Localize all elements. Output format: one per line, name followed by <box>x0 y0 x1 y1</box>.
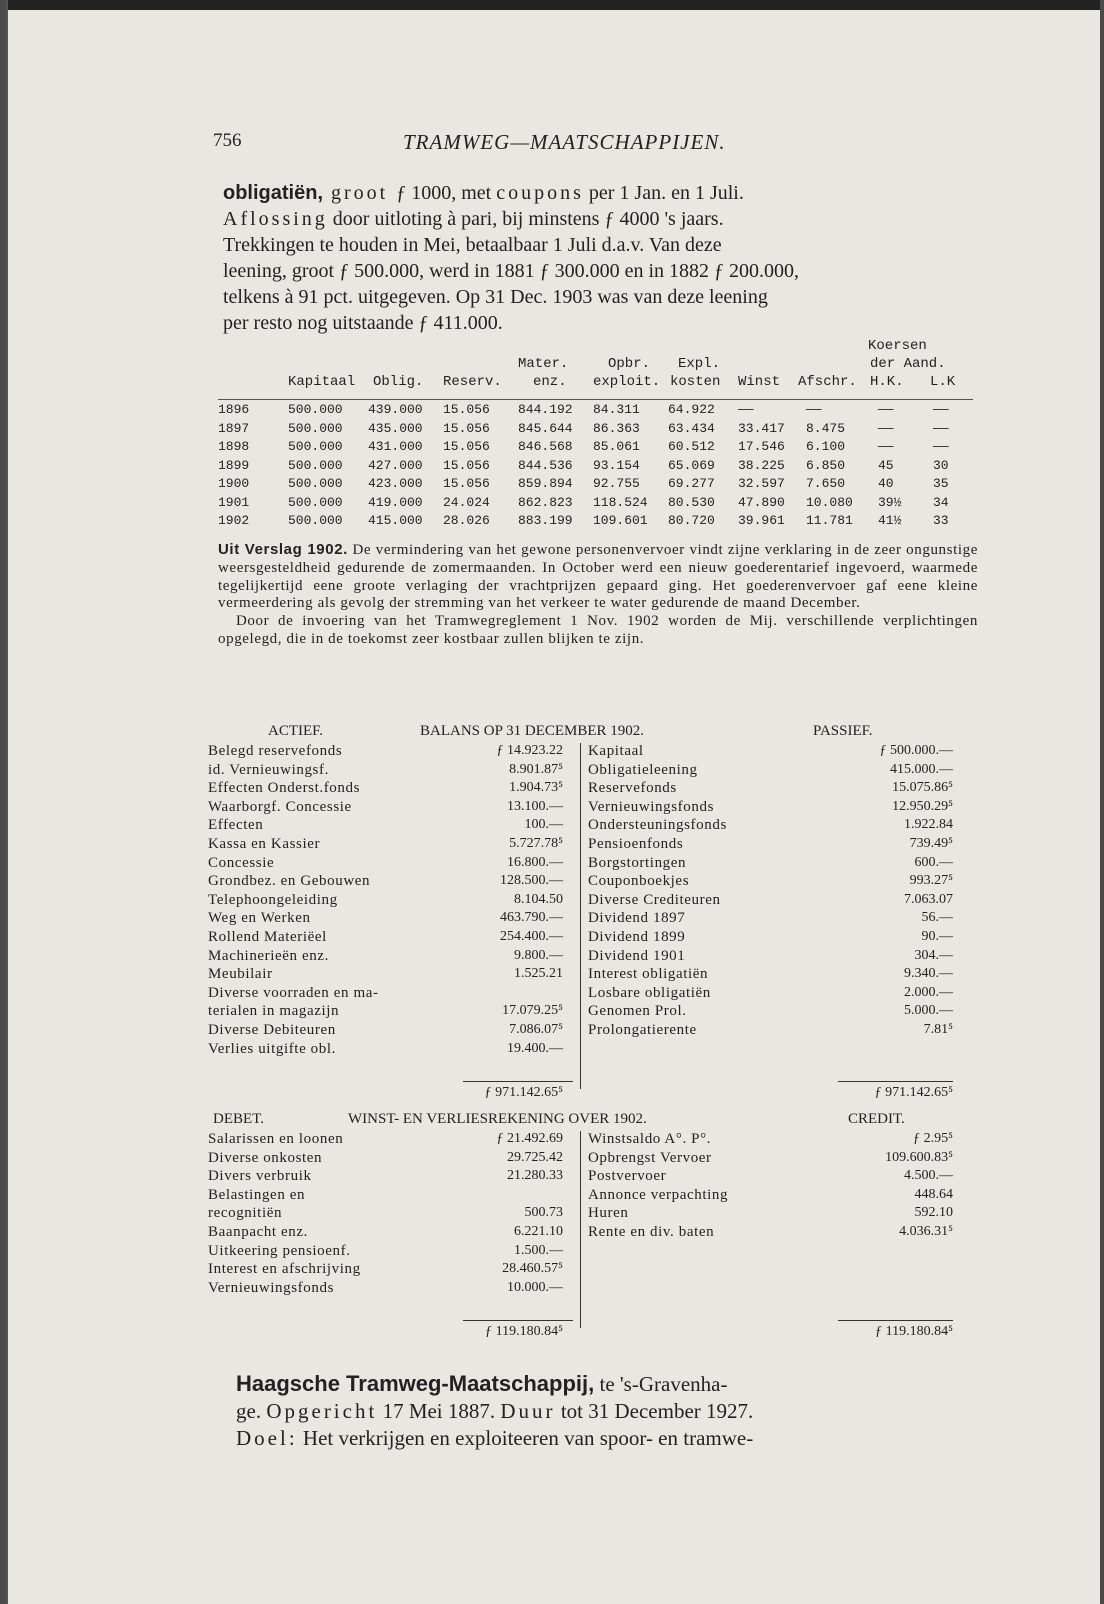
ledger-value: 13.100.— <box>507 798 563 814</box>
page-number: 756 <box>213 130 242 151</box>
ledger-value: 1.525.21 <box>514 966 563 982</box>
table-cell: 862.823 <box>518 494 573 510</box>
ledger-label: Effecten Onderst.fonds <box>208 780 361 797</box>
ledger-label: Rollend Materiëel <box>208 928 327 945</box>
ledger-value: 10.000.— <box>507 1279 563 1295</box>
ledger-label: Verlies uitgifte obl. <box>208 1040 336 1057</box>
ledger-label: Salarissen en loonen <box>208 1131 344 1147</box>
table-cell: —— <box>806 402 822 417</box>
ledger-row <box>208 1041 978 1060</box>
ledger-label: Prolongatierente <box>588 1021 697 1038</box>
ledger-value: 29.725.42 <box>507 1149 563 1165</box>
table-cell: 500.000 <box>288 494 343 510</box>
ledger-value: 739.49⁵ <box>909 835 953 851</box>
winst-rows <box>208 1131 978 1340</box>
ledger-value: ƒ 21.492.69 <box>496 1131 563 1146</box>
ledger-label: Ondersteuningsfonds <box>588 817 727 834</box>
table-cell: 118.524 <box>593 494 648 510</box>
ledger-value: 17.079.25⁵ <box>502 1003 563 1019</box>
ledger-label: Losbare obligatiën <box>588 984 711 1001</box>
table-cell: 15.056 <box>443 439 490 454</box>
ledger-value: 128.500.— <box>500 873 563 889</box>
ledger-value: 7.81⁵ <box>923 1021 953 1037</box>
ledger-label: Dividend 1901 <box>588 947 686 964</box>
column-divider <box>580 743 581 1089</box>
table-row <box>218 495 973 514</box>
ledger-row <box>208 1168 978 1187</box>
ledger-label: Interest en afschrijving <box>208 1261 361 1278</box>
table-cell: —— <box>878 439 894 454</box>
ledger-value: 28.460.57⁵ <box>502 1261 563 1277</box>
table-cell: 883.199 <box>518 513 573 528</box>
table-cell: 500.000 <box>288 402 343 417</box>
table-cell: 859.894 <box>518 476 573 491</box>
ledger-label: Waarborgf. Concessie <box>208 798 352 815</box>
ledger-value: 993.27⁵ <box>909 873 953 889</box>
ledger-value: 8.104.50 <box>514 891 563 907</box>
ledger-row <box>208 1243 978 1262</box>
table-cell: 439.000 <box>368 402 423 417</box>
haagsche-paragraph: Haagsche Tramweg-Maatschappij, te 's-Gravenha- ge. Opgericht 17 Mei 1887. Duur tot 31 December 1927. Doel: Het verkrijgen en exploiteeren van spoor- en tramwe- <box>236 1371 754 1450</box>
ledger-value: 304.— <box>914 947 953 963</box>
ledger-label: Belegd reservefonds <box>208 743 343 759</box>
table-cell: 435.000 <box>368 420 423 436</box>
ledger-value: 600.— <box>914 854 953 870</box>
table-cell: 33.417 <box>738 420 785 436</box>
table-row <box>218 421 973 440</box>
koersen-rows <box>218 402 973 532</box>
ledger-label: Postvervoer <box>588 1168 667 1185</box>
ledger-row <box>208 1224 978 1243</box>
balans-rows <box>208 743 978 1101</box>
ledger-label: id. Vernieuwingsf. <box>208 761 329 778</box>
ledger-row <box>208 1205 978 1224</box>
ledger-value: 9.800.— <box>514 947 563 963</box>
ledger-label: Opbrengst Vervoer <box>588 1149 712 1166</box>
table-cell: 15.056 <box>443 457 490 473</box>
table-cell: 60.512 <box>668 439 715 454</box>
table-row <box>218 402 973 421</box>
ledger-value: 19.400.— <box>507 1040 563 1056</box>
table-cell: 1902 <box>218 513 250 528</box>
running-header <box>213 130 973 160</box>
table-cell: 65.069 <box>668 457 715 473</box>
ledger-value: 9.340.— <box>904 966 953 982</box>
ledger-label: Couponboekjes <box>588 873 690 890</box>
ledger-label: Diverse onkosten <box>208 1149 323 1166</box>
ledger-row <box>208 1280 978 1299</box>
ledger-value: 6.221.10 <box>514 1223 563 1239</box>
table-cell: 38.225 <box>738 457 785 473</box>
ledger-label: Concessie <box>208 854 275 871</box>
table-cell: 6.100 <box>806 439 846 454</box>
table-cell: —— <box>878 420 894 436</box>
ledger-label: Winstsaldo A°. P°. <box>588 1131 712 1147</box>
ledger-row <box>208 929 978 948</box>
ledger-row <box>208 799 978 818</box>
table-cell: 1900 <box>218 476 250 491</box>
ledger-row <box>208 1187 978 1206</box>
ledger-label: Obligatieleening <box>588 761 698 778</box>
table-cell: 1896 <box>218 402 250 417</box>
total-right: ƒ 119.180.84⁵ <box>875 1324 953 1340</box>
ledger-value: 1.500.— <box>514 1242 563 1258</box>
scan-edge <box>8 0 1100 10</box>
table-cell: 1897 <box>218 420 250 436</box>
ledger-row <box>208 873 978 892</box>
ledger-row <box>208 966 978 985</box>
ledger-label: Annonce verpachting <box>588 1186 729 1203</box>
ledger-label: Weg en Werken <box>208 910 311 927</box>
table-cell: 15.056 <box>443 420 490 436</box>
ledger-value: 415.000.— <box>890 761 953 777</box>
table-cell: 1898 <box>218 439 250 454</box>
ledger-label: Kassa en Kassier <box>208 835 321 852</box>
table-cell: 500.000 <box>288 439 343 454</box>
ledger-value: 100.— <box>524 817 563 833</box>
total-rule <box>838 1081 953 1082</box>
table-cell: 45 <box>878 457 894 473</box>
table-cell: 92.755 <box>593 476 640 491</box>
verslag-text: Uit Verslag 1902. De vermindering van het gewone personenvervoer vindt zijne verklaring in de zeer ongunstige weersgesteldheid gedurende de zomermaanden. In October werd een nieuw goederentarief ingevoerd, waarmede tegelijkertijd eene groote verlaging der vrachtprijzen gepaard ging. Het goederenvervoer gaf eene kleine vermeerdering als gevolg der stremming van het verkeer te water gedurende de maand December. Door de invoering van het Tramwegreglement 1 Nov. 1902 worden de Mij. verschillende verplichtingen opgelegd, die in de toekomst zeer kostbaar zullen blijken te zijn. <box>218 541 978 647</box>
table-row <box>218 476 973 495</box>
table-cell: 47.890 <box>738 494 785 510</box>
table-cell: 427.000 <box>368 457 423 473</box>
ledger-label: Genomen Prol. <box>588 1003 687 1020</box>
ledger-label: Meubilair <box>208 966 273 983</box>
ledger-value: ƒ 2.95⁵ <box>913 1131 953 1146</box>
table-cell: 24.024 <box>443 494 490 510</box>
table-cell: 15.056 <box>443 476 490 491</box>
ledger-value: 7.086.07⁵ <box>509 1021 563 1037</box>
table-cell: 80.720 <box>668 513 715 528</box>
table-cell: 845.644 <box>518 420 573 436</box>
table-cell: 32.597 <box>738 476 785 491</box>
company-name: Haagsche Tramweg-Maatschappij, <box>236 1371 595 1396</box>
ledger-value: 448.64 <box>914 1186 953 1202</box>
ledger-row <box>208 780 978 799</box>
table-cell: 69.277 <box>668 476 715 491</box>
table-cell: —— <box>878 402 894 417</box>
ledger-row <box>208 836 978 855</box>
table-cell: 7.650 <box>806 476 846 491</box>
total-right: ƒ 971.142.65⁵ <box>874 1085 953 1101</box>
ledger-value: 1.922.84 <box>904 817 953 833</box>
table-cell: 15.056 <box>443 402 490 417</box>
koersen-table-header: Koersen Mater. Opbr. Expl. der Aand. Kapitaal Oblig. Reserv. enz. exploit. kosten Winst Afschr. H.K. L.K <box>218 350 973 402</box>
ledger-value: 12.950.29⁵ <box>892 798 953 814</box>
table-cell: 86.363 <box>593 420 640 436</box>
table-cell: 40 <box>878 476 894 491</box>
table-cell: 1899 <box>218 457 250 473</box>
ledger-value: 56.— <box>921 910 953 926</box>
ledger-label: Machinerieën enz. <box>208 947 329 964</box>
ledger-row <box>208 1022 978 1041</box>
ledger-value: 90.— <box>921 928 953 944</box>
table-cell: 500.000 <box>288 420 343 436</box>
table-cell: —— <box>738 402 754 417</box>
ledger-label: Vernieuwingsfonds <box>208 1279 335 1296</box>
ledger-label: Diverse Crediteuren <box>588 891 721 908</box>
table-cell: 415.000 <box>368 513 423 528</box>
ledger-label: Telephoongeleiding <box>208 891 338 908</box>
table-row <box>218 458 973 477</box>
ledger-label: Interest obligatiën <box>588 966 709 983</box>
table-cell: 500.000 <box>288 457 343 473</box>
table-cell: —— <box>933 420 949 436</box>
ledger-value: ƒ 500.000.— <box>879 743 953 758</box>
table-cell: 84.311 <box>593 402 640 417</box>
ledger-row <box>208 1003 978 1022</box>
table-cell: 846.568 <box>518 439 573 454</box>
table-cell: 423.000 <box>368 476 423 491</box>
ledger-row <box>208 910 978 929</box>
table-cell: 41½ <box>878 513 902 528</box>
table-cell: 30 <box>933 457 949 473</box>
ledger-row <box>208 817 978 836</box>
ledger-value: 15.075.86⁵ <box>892 780 953 796</box>
table-cell: 844.192 <box>518 402 573 417</box>
table-cell: 93.154 <box>593 457 640 473</box>
winst-section <box>208 1111 978 1340</box>
ledger-label: Pensioenfonds <box>588 835 684 852</box>
total-left: ƒ 971.142.65⁵ <box>484 1085 563 1101</box>
table-cell: —— <box>933 439 949 454</box>
ledger-label: Effecten <box>208 817 264 834</box>
total-rule <box>463 1081 573 1082</box>
table-cell: 500.000 <box>288 476 343 491</box>
table-cell: 39.961 <box>738 513 785 528</box>
ledger-value: ƒ 14.923.22 <box>496 743 563 758</box>
column-divider <box>580 1131 581 1328</box>
ledger-label: Dividend 1899 <box>588 928 686 945</box>
ledger-value: 4.036.31⁵ <box>899 1223 953 1239</box>
table-cell: 64.922 <box>668 402 715 417</box>
table-cell: 500.000 <box>288 513 343 528</box>
table-cell: 80.530 <box>668 494 715 510</box>
ledger-label: Divers verbruik <box>208 1168 312 1185</box>
ledger-value: 4.500.— <box>904 1168 953 1184</box>
ledger-label: Grondbez. en Gebouwen <box>208 873 371 890</box>
ledger-value: 254.400.— <box>500 928 563 944</box>
intro-paragraph: obligatiën, groot ƒ 1000, met coupons per 1 Jan. en 1 Juli. Aflossing door uitloting à pari, bij minstens ƒ 4000 's jaars. Trekkingen te houden in Mei, betaalbaar 1 Juli d.a.v. Van deze leening, groot ƒ 500.000, werd in 1881 ƒ 300.000 en in 1882 ƒ 200.000, telkens à 91 pct. uitgegeven. Op 31 Dec. 1903 was van deze leening per resto nog uitstaande ƒ 411.000. <box>223 182 800 334</box>
table-cell: 844.536 <box>518 457 573 473</box>
ledger-label: Huren <box>588 1205 629 1222</box>
table-cell: 419.000 <box>368 494 423 510</box>
ledger-value: 8.901.87⁵ <box>509 761 563 777</box>
ledger-value: 463.790.— <box>500 910 563 926</box>
ledger-label: Dividend 1897 <box>588 910 686 927</box>
total-left: ƒ 119.180.84⁵ <box>485 1324 563 1340</box>
ledger-value: 5.000.— <box>904 1003 953 1019</box>
table-cell: 63.434 <box>668 420 715 436</box>
table-rule <box>218 399 973 400</box>
page <box>6 0 1100 1604</box>
balans-section <box>208 723 978 1101</box>
ledger-value: 5.727.78⁵ <box>509 835 563 851</box>
ledger-label: Uitkeering pensioenf. <box>208 1242 351 1259</box>
ledger-label: Borgstortingen <box>588 854 687 871</box>
table-cell: 1901 <box>218 494 250 510</box>
table-cell: 17.546 <box>738 439 785 454</box>
total-rule <box>838 1320 953 1321</box>
ledger-value: 7.063.07 <box>904 891 953 907</box>
table-cell: 34 <box>933 494 949 510</box>
ledger-row <box>208 855 978 874</box>
table-cell: 39½ <box>878 494 902 510</box>
table-cell: 10.080 <box>806 494 853 510</box>
table-cell: 11.781 <box>806 513 853 528</box>
ledger-row <box>208 948 978 967</box>
ledger-row <box>208 1261 978 1280</box>
koersen-table <box>218 338 973 532</box>
ledger-label: Kapitaal <box>588 743 644 759</box>
winst-header: DEBET. WINST- EN VERLIESREKENING OVER 1902. CREDIT. <box>213 1111 905 1127</box>
total-rule <box>463 1320 573 1321</box>
ledger-label: Reservefonds <box>588 780 677 797</box>
table-row <box>218 513 973 532</box>
table-row <box>218 439 973 458</box>
ledger-value: 16.800.— <box>507 854 563 870</box>
ledger-label: terialen in magazijn <box>208 1003 340 1020</box>
ledger-label: Diverse Debiteuren <box>208 1021 336 1038</box>
ledger-label: Belastingen en <box>208 1186 306 1203</box>
ledger-value: 21.280.33 <box>507 1168 563 1184</box>
ledger-value: 500.73 <box>524 1205 563 1221</box>
ledger-row <box>208 1131 978 1150</box>
ledger-row <box>208 743 978 762</box>
table-cell: 28.026 <box>443 513 490 528</box>
ledger-label: Baanpacht enz. <box>208 1223 309 1240</box>
table-cell: 33 <box>933 513 949 528</box>
ledger-value: 1.904.73⁵ <box>509 780 563 796</box>
ledger-row <box>208 985 978 1004</box>
table-cell: 35 <box>933 476 949 491</box>
table-cell: 109.601 <box>593 513 648 528</box>
verslag-lead: Uit Verslag 1902. <box>218 541 348 558</box>
running-title: TRAMWEG—MAATSCHAPPIJEN. <box>403 130 726 154</box>
ledger-row <box>208 1150 978 1169</box>
ledger-value: 2.000.— <box>904 984 953 1000</box>
table-cell: 6.850 <box>806 457 846 473</box>
table-cell: —— <box>933 402 949 417</box>
table-cell: 8.475 <box>806 420 846 436</box>
ledger-label: recognitiën <box>208 1205 283 1222</box>
ledger-label: Rente en div. baten <box>588 1223 715 1240</box>
ledger-label: Vernieuwingsfonds <box>588 798 715 815</box>
ledger-row <box>208 892 978 911</box>
ledger-value: 109.600.83⁵ <box>885 1149 953 1165</box>
table-cell: 85.061 <box>593 439 640 454</box>
table-cell: 431.000 <box>368 439 423 454</box>
ledger-value: 592.10 <box>914 1205 953 1221</box>
ledger-row <box>208 762 978 781</box>
intro-lead: obligatiën, <box>223 182 323 204</box>
balans-header: ACTIEF. BALANS OP 31 DECEMBER 1902. PASSIEF. <box>268 723 873 739</box>
ledger-label: Diverse voorraden en ma- <box>208 984 379 1001</box>
